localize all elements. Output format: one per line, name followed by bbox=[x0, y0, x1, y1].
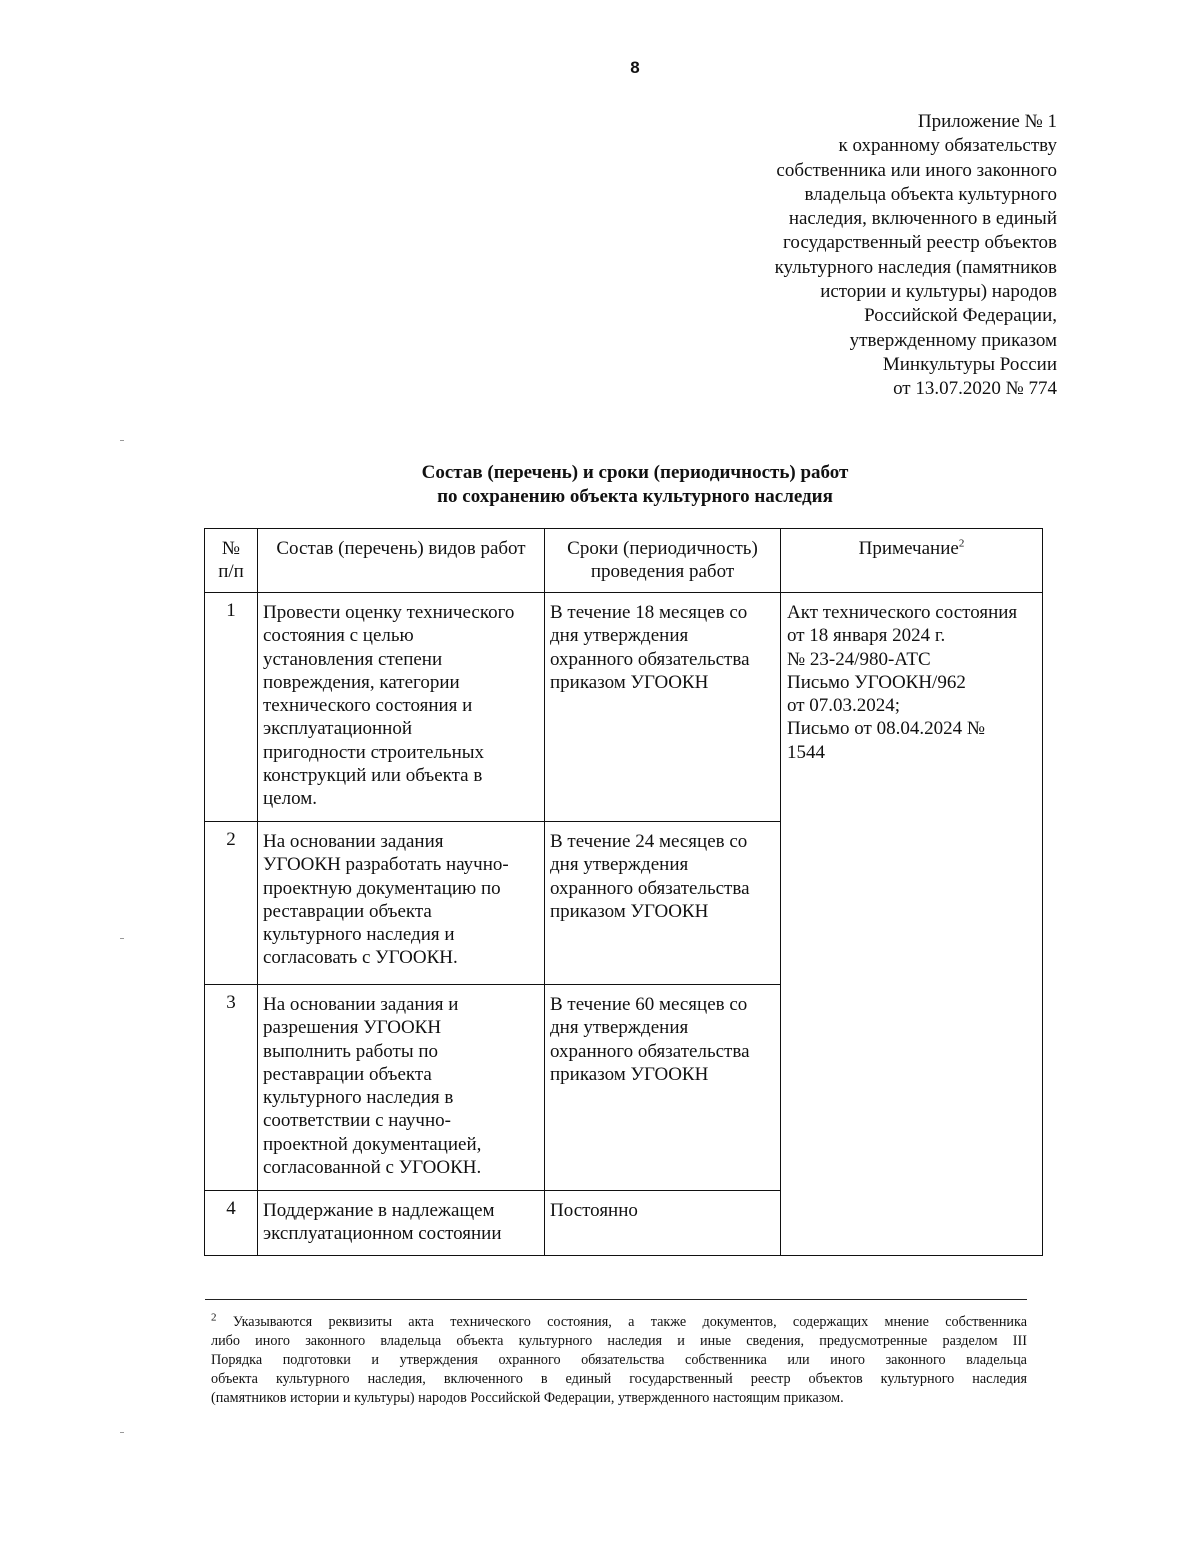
header-work: Состав (перечень) видов работ bbox=[258, 529, 545, 593]
scan-mark bbox=[120, 1432, 124, 1433]
row-work: Поддержание в надлежащем эксплуатационном состоянии bbox=[258, 1191, 545, 1256]
row-work: Провести оценку технического состояния с целью установления степени повреждения, категории технического состояния и эксплуатационной пригодности строительных конструкций или объекта в целом. bbox=[258, 593, 545, 822]
appendix-line: культурного наследия (памятников bbox=[774, 256, 1057, 278]
title-line-2: по сохранению объекта культурного наследия bbox=[437, 486, 833, 507]
row-number: 2 bbox=[205, 822, 258, 985]
appendix-line: Российской Федерации, bbox=[864, 305, 1057, 327]
row-term: Постоянно bbox=[545, 1191, 781, 1256]
appendix-reference bbox=[637, 110, 1057, 402]
footnote bbox=[211, 1313, 1027, 1408]
appendix-line: собственника или иного законного bbox=[776, 159, 1057, 181]
row-term: В течение 24 месяцев со дня утверждения охранного обязательства приказом УГООКН bbox=[545, 822, 781, 985]
row-term: В течение 18 месяцев со дня утверждения охранного обязательства приказом УГООКН bbox=[545, 593, 781, 822]
row-term: В течение 60 месяцев со дня утверждения охранного обязательства приказом УГООКН bbox=[545, 985, 781, 1191]
table-row bbox=[205, 593, 1043, 822]
footnote-line: (памятников истории и культуры) народов Российской Федерации, утвержденного настоящим приказом. bbox=[211, 1390, 844, 1406]
appendix-line: Минкультуры России bbox=[882, 353, 1057, 375]
page-number: 8 bbox=[630, 58, 640, 77]
table-header-row bbox=[205, 529, 1043, 593]
footnote-line: Порядка подготовки и утверждения охранного обязательства собственника или иного законного владельца bbox=[211, 1352, 1027, 1368]
row-number: 1 bbox=[205, 593, 258, 822]
row-number: 3 bbox=[205, 985, 258, 1191]
footnote-line: либо иного законного владельца объекта культурного наследия и иные сведения, предусмотренные разделом III bbox=[211, 1333, 1027, 1349]
row-number: 4 bbox=[205, 1191, 258, 1256]
appendix-line: наследия, включенного в единый bbox=[788, 208, 1057, 230]
appendix-line: государственный реестр объектов bbox=[783, 232, 1057, 254]
footnote-marker: 2 bbox=[211, 1311, 217, 1324]
appendix-line: владельца объекта культурного bbox=[804, 183, 1057, 205]
header-note: Примечание$^2$ bbox=[781, 529, 1043, 593]
header-term: Сроки (периодичность) проведения работ bbox=[545, 529, 781, 593]
footnote-line: объекта культурного наследия, включенного в единый государственный реестр объектов культурного наследия bbox=[211, 1371, 1027, 1387]
header-number: № п/п bbox=[205, 529, 258, 593]
row-work: На основании задания и разрешения УГООКН выполнить работы по реставрации объекта культурного наследия в соответствии с научно- проектной документацией, согласованной с УГООКН. bbox=[258, 985, 545, 1191]
appendix-line: Приложение № 1 bbox=[917, 111, 1057, 132]
works-table bbox=[204, 528, 1043, 1256]
appendix-line: от 13.07.2020 № 774 bbox=[893, 378, 1057, 400]
title-line-1: Состав (перечень) и сроки (периодичность) работ bbox=[421, 462, 849, 483]
scan-mark bbox=[120, 938, 124, 939]
row-work: На основании задания УГООКН разработать научно- проектную документацию по реставрации объекта культурного наследия и согласовать с УГООКН. bbox=[258, 822, 545, 985]
note-cell: Акт технического состояния от 18 января 2024 г. № 23-24/980-АТС Письмо УГООКН/962 от 07.03.2024; Письмо от 08.04.2024 № 1544 bbox=[781, 593, 1043, 1256]
appendix-line: истории и культуры) народов bbox=[820, 281, 1057, 303]
footnote-line: $^2$ Указываются реквизиты акта технического состояния, а также документов, содержащих мнение собственника bbox=[211, 1311, 1027, 1330]
footnote-ref: 2 bbox=[958, 537, 965, 550]
footnote-divider bbox=[205, 1299, 1027, 1300]
scan-mark bbox=[120, 440, 124, 441]
document-title bbox=[0, 461, 1200, 509]
appendix-line: утвержденному приказом bbox=[849, 329, 1057, 351]
appendix-line: к охранному обязательству bbox=[838, 135, 1057, 157]
